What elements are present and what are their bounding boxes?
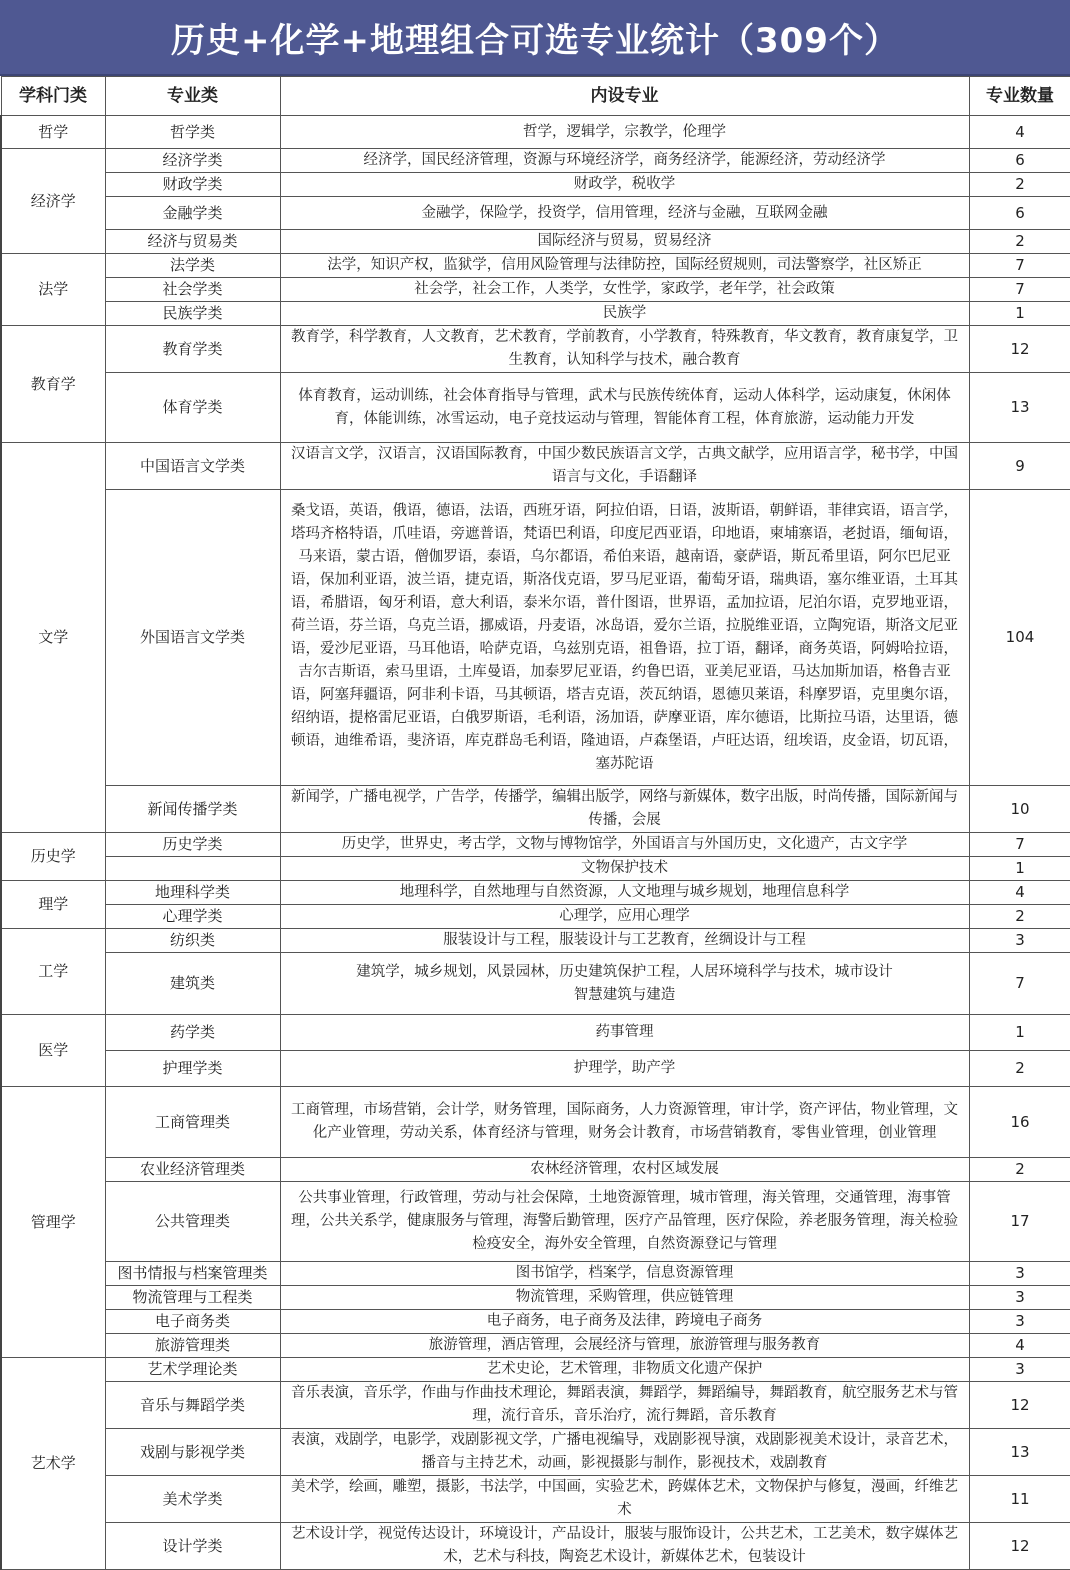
- majors-cell: 历史学，世界史，考古学，文物与博物馆学，外国语言与外国历史，文化遗产，古文字学: [280, 833, 969, 857]
- table-row: [1, 1358, 1070, 1382]
- table-row: [1, 1087, 1070, 1158]
- majors-cell: 旅游管理，酒店管理，会展经济与管理，旅游管理与服务教育: [280, 1334, 969, 1358]
- class-cell: 护理学类: [105, 1051, 280, 1087]
- discipline-cell: 法学: [1, 254, 105, 326]
- majors-cell: 工商管理，市场营销，会计学，财务管理，国际商务，人力资源管理，审计学，资产评估，物业管理，文化产业管理，劳动关系，体育经济与管理，财务会计教育，市场营销教育，零售业管理，创业管理: [280, 1087, 969, 1158]
- table-row: [1, 1182, 1070, 1262]
- table-row: [1, 373, 1070, 443]
- discipline-cell: 艺术学: [1, 1358, 105, 1570]
- table-row: [1, 1015, 1070, 1051]
- count-cell: 9: [969, 443, 1070, 490]
- discipline-cell: 历史学: [1, 833, 105, 881]
- class-cell: 纺织类: [105, 929, 280, 953]
- class-cell: 公共管理类: [105, 1182, 280, 1262]
- count-cell: 10: [969, 786, 1070, 833]
- discipline-cell: 理学: [1, 881, 105, 929]
- count-cell: 104: [969, 490, 1070, 786]
- count-cell: 4: [969, 881, 1070, 905]
- majors-cell: 药事管理: [280, 1015, 969, 1051]
- header-discipline: 学科门类: [1, 77, 105, 116]
- majors-cell: 建筑学，城乡规划，风景园林，历史建筑保护工程，人居环境科学与技术，城市设计 智慧建筑与建造: [280, 953, 969, 1015]
- count-cell: 2: [969, 230, 1070, 254]
- table-row: [1, 302, 1070, 326]
- count-cell: 2: [969, 173, 1070, 197]
- count-cell: 7: [969, 254, 1070, 278]
- class-cell: 戏剧与影视学类: [105, 1429, 280, 1476]
- count-cell: 4: [969, 1334, 1070, 1358]
- table-row: [1, 881, 1070, 905]
- majors-cell: 服装设计与工程，服装设计与工艺教育，丝绸设计与工程: [280, 929, 969, 953]
- discipline-cell: 经济学: [1, 149, 105, 254]
- count-cell: 1: [969, 302, 1070, 326]
- table-row: [1, 1429, 1070, 1476]
- count-cell: 3: [969, 1358, 1070, 1382]
- count-cell: 3: [969, 1262, 1070, 1286]
- count-cell: 3: [969, 929, 1070, 953]
- count-cell: 3: [969, 1310, 1070, 1334]
- class-cell: 金融学类: [105, 197, 280, 230]
- header-count: 专业数量: [969, 77, 1070, 116]
- table-row: [1, 1262, 1070, 1286]
- table-row: [1, 857, 1070, 881]
- count-cell: 1: [969, 1015, 1070, 1051]
- discipline-cell: 教育学: [1, 326, 105, 443]
- majors-cell: 艺术史论，艺术管理，非物质文化遗产保护: [280, 1358, 969, 1382]
- majors-cell: 财政学，税收学: [280, 173, 969, 197]
- class-cell: 历史学类: [105, 833, 280, 857]
- count-cell: 7: [969, 278, 1070, 302]
- majors-cell: 教育学，科学教育，人文教育，艺术教育，学前教育，小学教育，特殊教育，华文教育，教育康复学，卫生教育，认知科学与技术，融合教育: [280, 326, 969, 373]
- count-cell: 2: [969, 1051, 1070, 1087]
- count-cell: 12: [969, 1523, 1070, 1570]
- class-cell: 心理学类: [105, 905, 280, 929]
- discipline-cell: 管理学: [1, 1087, 105, 1358]
- count-cell: 1: [969, 857, 1070, 881]
- count-cell: 13: [969, 373, 1070, 443]
- majors-cell: 金融学，保险学，投资学，信用管理，经济与金融，互联网金融: [280, 197, 969, 230]
- majors-cell: 桑戈语，英语，俄语，德语，法语，西班牙语，阿拉伯语，日语，波斯语，朝鲜语，菲律宾语，语言学，塔玛齐格特语，爪哇语，旁遮普语，梵语巴利语，印度尼西亚语，印地语，柬埔寨语，老挝语，缅甸语，马来语，蒙古语，僧伽罗语，泰语，乌尔都语，希伯来语，越南语，豪萨语，斯瓦希里语，阿尔巴尼亚语，保加利亚语，波兰语，捷克语，斯洛伐克语，罗马尼亚语，葡萄牙语，瑞典语，塞尔维亚语，土耳其语，希腊语，匈牙利语，意大利语，泰米尔语，普什图语，世界语，孟加拉语，尼泊尔语，克罗地亚语，荷兰语，芬兰语，乌克兰语，挪威语，丹麦语，冰岛语，爱尔兰语，拉脱维亚语，立陶宛语，斯洛文尼亚语，爱沙尼亚语，马耳他语，哈萨克语，乌兹别克语，祖鲁语，拉丁语，翻译，商务英语，阿姆哈拉语，吉尔吉斯语，索马里语，土库曼语，加泰罗尼亚语，约鲁巴语，亚美尼亚语，马达加斯加语，格鲁吉亚语，阿塞拜疆语，阿非利卡语，马其顿语，塔吉克语，茨瓦纳语，恩德贝莱语，科摩罗语，克里奥尔语，绍纳语，提格雷尼亚语，白俄罗斯语，毛利语，汤加语，萨摩亚语，库尔德语，比斯拉马语，达里语，德顿语，迪维希语，斐济语，库克群岛毛利语，隆迪语，卢森堡语，卢旺达语，纽埃语，皮金语，切瓦语，塞苏陀语: [280, 490, 969, 786]
- table-row: [1, 833, 1070, 857]
- majors-cell: 图书馆学，档案学，信息资源管理: [280, 1262, 969, 1286]
- class-cell: 地理科学类: [105, 881, 280, 905]
- count-cell: 7: [969, 833, 1070, 857]
- class-cell: 新闻传播学类: [105, 786, 280, 833]
- table-body: [1, 116, 1070, 1570]
- majors-cell: 地理科学，自然地理与自然资源，人文地理与城乡规划，地理信息科学: [280, 881, 969, 905]
- majors-cell: 电子商务，电子商务及法律，跨境电子商务: [280, 1310, 969, 1334]
- table-row: [1, 786, 1070, 833]
- table-row: [1, 116, 1070, 149]
- class-cell: 经济与贸易类: [105, 230, 280, 254]
- majors-table: [0, 76, 1070, 1570]
- table-row: [1, 326, 1070, 373]
- table-row: [1, 197, 1070, 230]
- header-row: [1, 77, 1070, 116]
- class-cell: 教育学类: [105, 326, 280, 373]
- table-row: [1, 905, 1070, 929]
- discipline-cell: 哲学: [1, 116, 105, 149]
- table-row: [1, 490, 1070, 786]
- table-row: [1, 1382, 1070, 1429]
- class-cell: 美术学类: [105, 1476, 280, 1523]
- class-cell: 社会学类: [105, 278, 280, 302]
- class-cell: 财政学类: [105, 173, 280, 197]
- table-row: [1, 173, 1070, 197]
- table-row: [1, 254, 1070, 278]
- count-cell: 3: [969, 1286, 1070, 1310]
- majors-cell: 物流管理，采购管理，供应链管理: [280, 1286, 969, 1310]
- majors-cell: 心理学，应用心理学: [280, 905, 969, 929]
- class-cell: 药学类: [105, 1015, 280, 1051]
- class-cell: 工商管理类: [105, 1087, 280, 1158]
- count-cell: 2: [969, 905, 1070, 929]
- discipline-cell: 医学: [1, 1015, 105, 1087]
- class-cell: 电子商务类: [105, 1310, 280, 1334]
- count-cell: 4: [969, 116, 1070, 149]
- table-row: [1, 1158, 1070, 1182]
- majors-cell: 护理学，助产学: [280, 1051, 969, 1087]
- class-cell: 旅游管理类: [105, 1334, 280, 1358]
- class-cell: 图书情报与档案管理类: [105, 1262, 280, 1286]
- class-cell: 音乐与舞蹈学类: [105, 1382, 280, 1429]
- class-cell: 物流管理与工程类: [105, 1286, 280, 1310]
- class-cell: 外国语言文学类: [105, 490, 280, 786]
- majors-cell: 表演，戏剧学，电影学，戏剧影视文学，广播电视编导，戏剧影视导演，戏剧影视美术设计，录音艺术，播音与主持艺术，动画，影视摄影与制作，影视技术，戏剧教育: [280, 1429, 969, 1476]
- table-row: [1, 443, 1070, 490]
- majors-cell: 哲学，逻辑学，宗教学，伦理学: [280, 116, 969, 149]
- class-cell: 法学类: [105, 254, 280, 278]
- table-row: [1, 1476, 1070, 1523]
- count-cell: 16: [969, 1087, 1070, 1158]
- class-cell: 中国语言文学类: [105, 443, 280, 490]
- table-row: [1, 1286, 1070, 1310]
- majors-cell: 新闻学，广播电视学，广告学，传播学，编辑出版学，网络与新媒体，数字出版，时尚传播，国际新闻与传播，会展: [280, 786, 969, 833]
- class-cell: 建筑类: [105, 953, 280, 1015]
- count-cell: 17: [969, 1182, 1070, 1262]
- class-cell: 经济学类: [105, 149, 280, 173]
- majors-cell: 民族学: [280, 302, 969, 326]
- table-row: [1, 278, 1070, 302]
- majors-cell: 公共事业管理，行政管理，劳动与社会保障，土地资源管理，城市管理，海关管理，交通管理，海事管理，公共关系学，健康服务与管理，海警后勤管理，医疗产品管理，医疗保险，养老服务管理，海关检验检疫安全，海外安全管理，自然资源登记与管理: [280, 1182, 969, 1262]
- table-row: [1, 149, 1070, 173]
- majors-cell: 体育教育，运动训练，社会体育指导与管理，武术与民族传统体育，运动人体科学，运动康复，休闲体育，体能训练，冰雪运动，电子竞技运动与管理，智能体育工程，体育旅游，运动能力开发: [280, 373, 969, 443]
- majors-cell: 法学，知识产权，监狱学，信用风险管理与法律防控，国际经贸规则，司法警察学，社区矫正: [280, 254, 969, 278]
- count-cell: 11: [969, 1476, 1070, 1523]
- count-cell: 6: [969, 197, 1070, 230]
- majors-cell: 音乐表演，音乐学，作曲与作曲技术理论，舞蹈表演，舞蹈学，舞蹈编导，舞蹈教育，航空服务艺术与管理，流行音乐，音乐治疗，流行舞蹈，音乐教育: [280, 1382, 969, 1429]
- majors-cell: 美术学，绘画，雕塑，摄影，书法学，中国画，实验艺术，跨媒体艺术，文物保护与修复，漫画，纤维艺术: [280, 1476, 969, 1523]
- class-cell: 农业经济管理类: [105, 1158, 280, 1182]
- majors-cell: 艺术设计学，视觉传达设计，环境设计，产品设计，服装与服饰设计，公共艺术，工艺美术，数字媒体艺术，艺术与科技，陶瓷艺术设计，新媒体艺术，包装设计: [280, 1523, 969, 1570]
- table-row: [1, 1523, 1070, 1570]
- count-cell: 12: [969, 1382, 1070, 1429]
- class-cell: [105, 857, 280, 881]
- table-row: [1, 929, 1070, 953]
- discipline-cell: 文学: [1, 443, 105, 833]
- count-cell: 12: [969, 326, 1070, 373]
- count-cell: 13: [969, 1429, 1070, 1476]
- majors-cell: 汉语言文学，汉语言，汉语国际教育，中国少数民族语言文学，古典文献学，应用语言学，秘书学，中国语言与文化，手语翻译: [280, 443, 969, 490]
- count-cell: 7: [969, 953, 1070, 1015]
- majors-cell: 社会学，社会工作，人类学，女性学，家政学，老年学，社会政策: [280, 278, 969, 302]
- class-cell: 体育学类: [105, 373, 280, 443]
- count-cell: 2: [969, 1158, 1070, 1182]
- header-majors: 内设专业: [280, 77, 969, 116]
- table-row: [1, 1310, 1070, 1334]
- discipline-cell: 工学: [1, 929, 105, 1015]
- class-cell: 艺术学理论类: [105, 1358, 280, 1382]
- class-cell: 哲学类: [105, 116, 280, 149]
- majors-cell: 文物保护技术: [280, 857, 969, 881]
- table-row: [1, 1334, 1070, 1358]
- count-cell: 6: [969, 149, 1070, 173]
- header-class: 专业类: [105, 77, 280, 116]
- class-cell: 民族学类: [105, 302, 280, 326]
- table-row: [1, 1051, 1070, 1087]
- class-cell: 设计学类: [105, 1523, 280, 1570]
- majors-cell: 农林经济管理，农村区域发展: [280, 1158, 969, 1182]
- majors-cell: 国际经济与贸易，贸易经济: [280, 230, 969, 254]
- majors-cell: 经济学，国民经济管理，资源与环境经济学，商务经济学，能源经济，劳动经济学: [280, 149, 969, 173]
- table-row: [1, 953, 1070, 1015]
- page-title: 历史+化学+地理组合可选专业统计（309个）: [0, 0, 1070, 76]
- table-row: [1, 230, 1070, 254]
